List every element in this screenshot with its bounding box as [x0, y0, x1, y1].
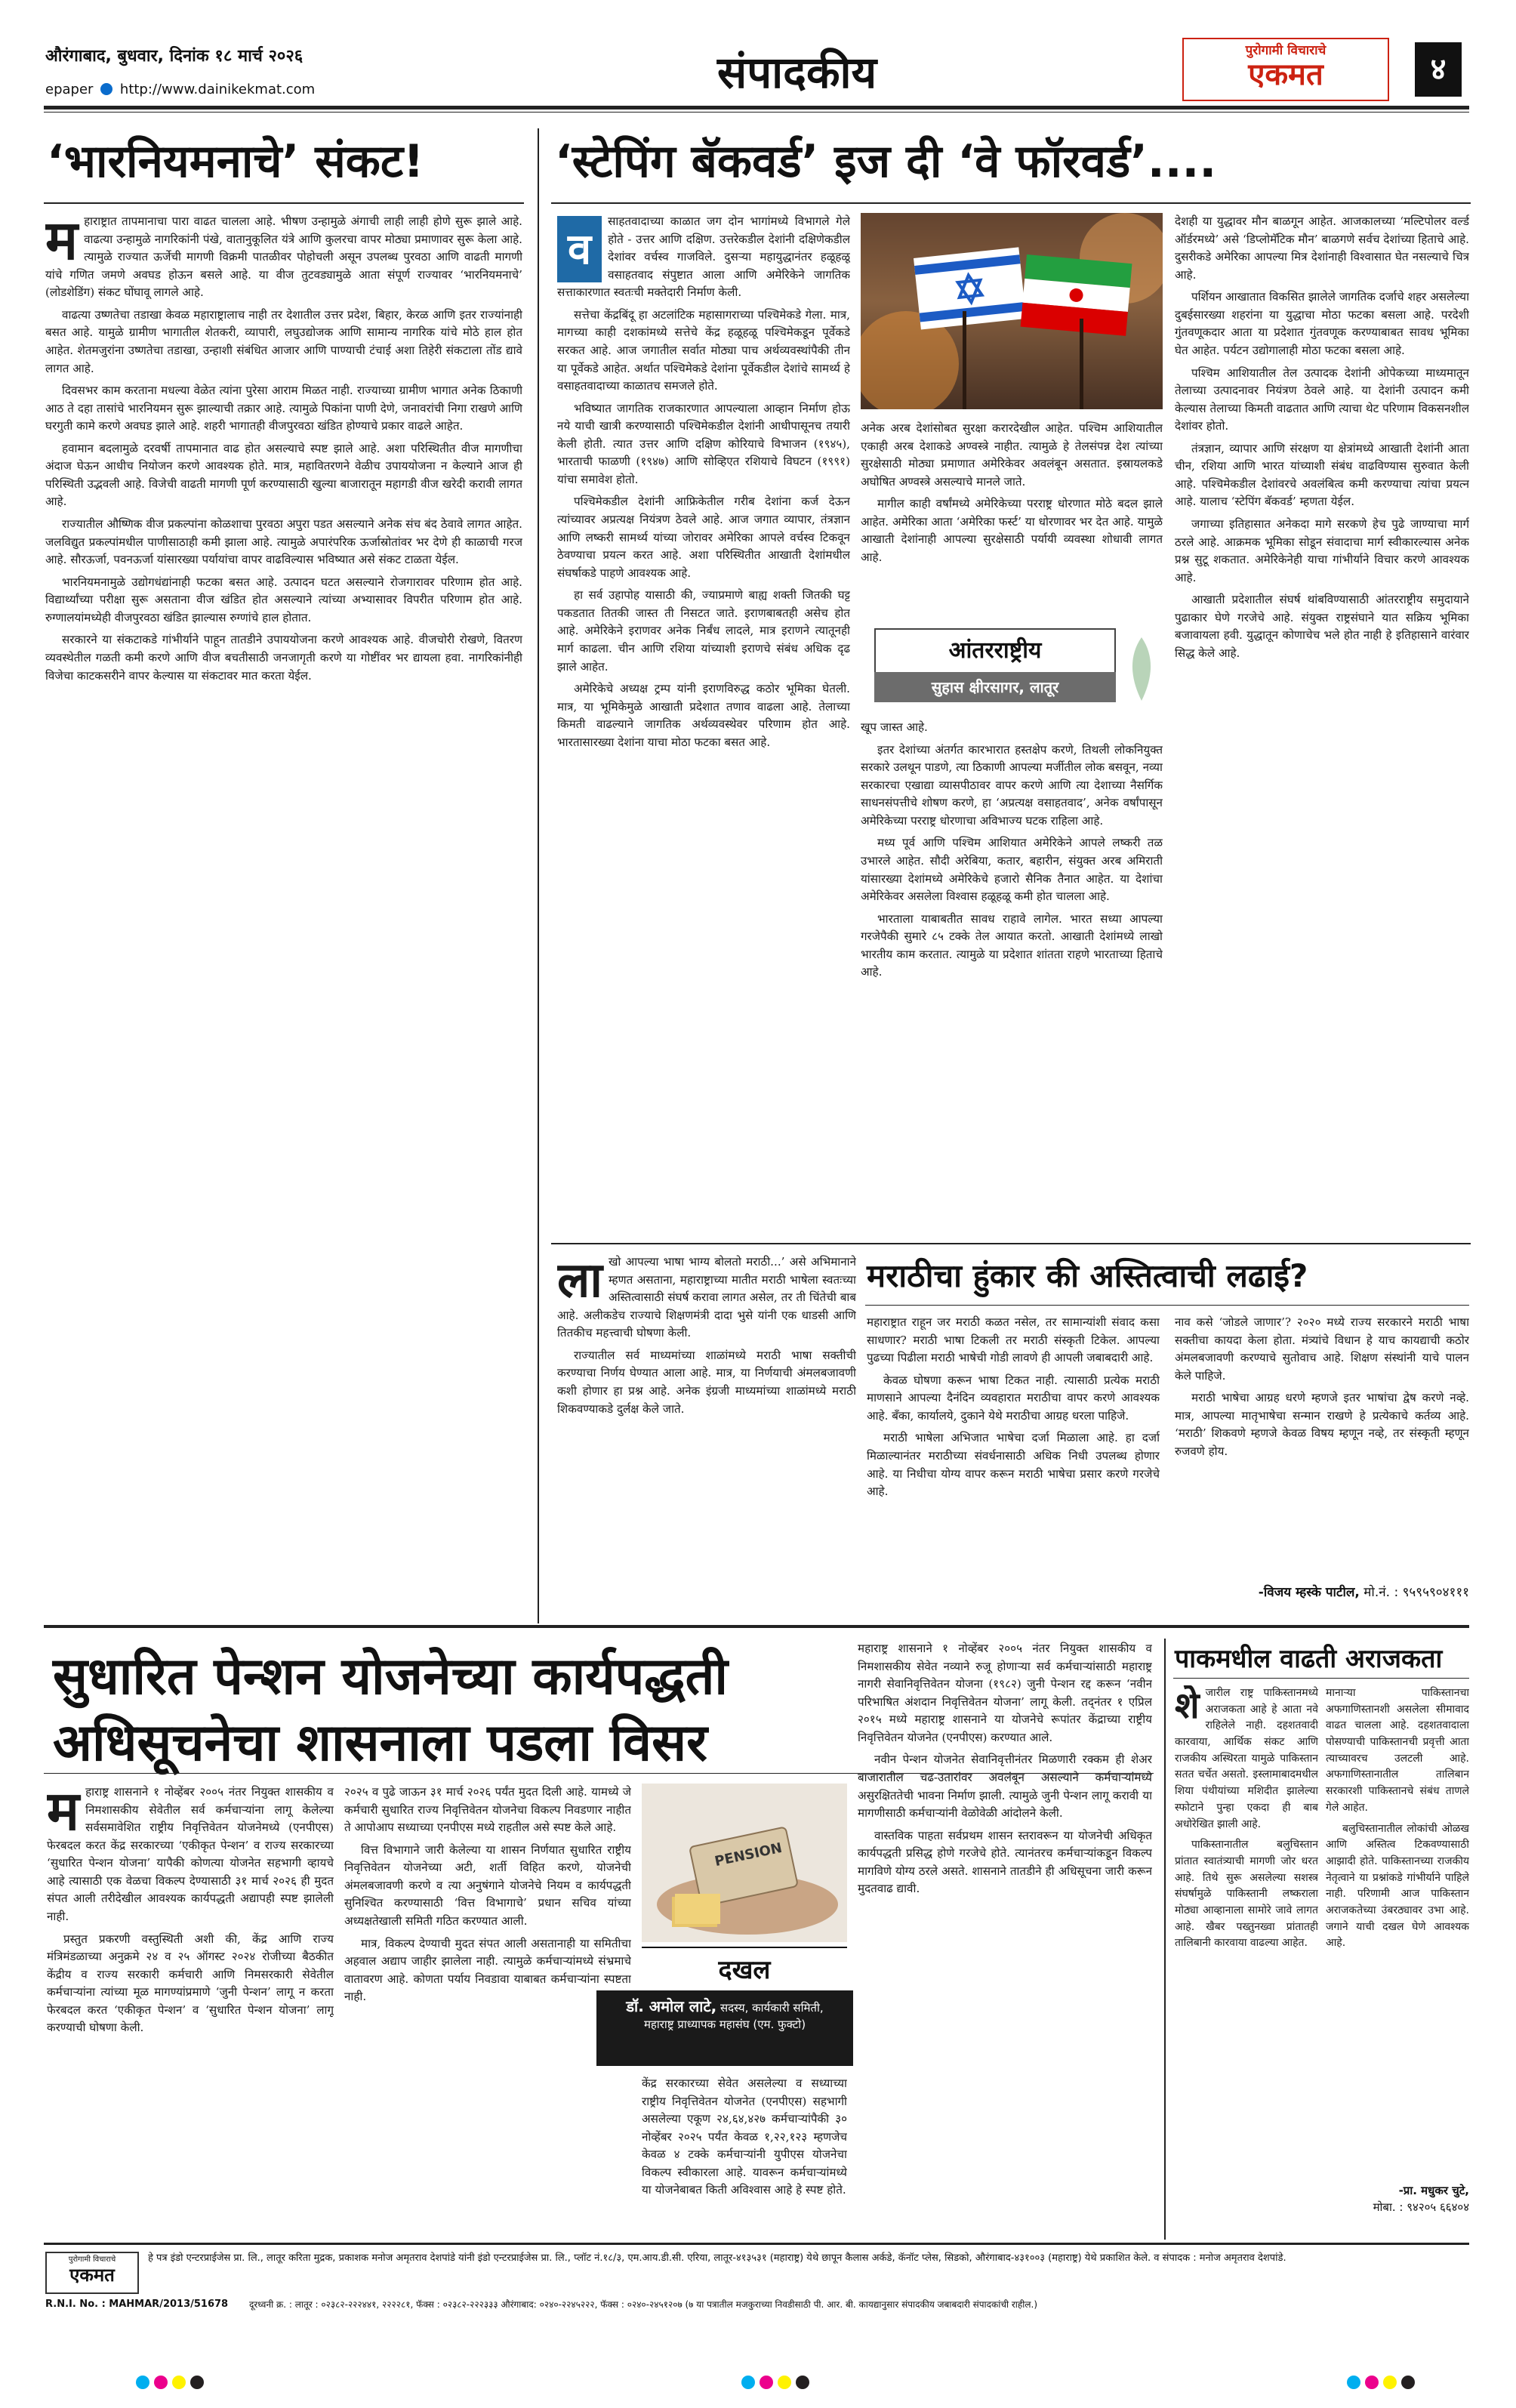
- lead-headline: ‘स्टेपिंग बॅकवर्ड’ इज दी ‘वे फॉरवर्ड’....: [555, 135, 1217, 188]
- editorial-headline-rule: [44, 202, 524, 204]
- brand-name: एकमत: [1248, 57, 1323, 92]
- lead-paragraph: मध्य पूर्व आणि पश्चिम आशियात अमेरिकेने आपले लष्करी तळ उभारले आहेत. सौदी अरेबिया, कतार, बहारीन, संयुक्त अरब अमिराती यांसारख्या देशांमध्ये अमेरिकेचे हजारो सैनिक तैनात आहेत. या देशांचा अमेरिकेवर असलेला विश्वास हळूहळू कमी होत चालला आहे.: [861, 836, 1163, 904]
- color-dot: [172, 2376, 186, 2389]
- pension-col-3: [642, 2075, 847, 2234]
- color-dot: [1383, 2376, 1397, 2389]
- israel-iran-flags-illustration: [861, 213, 1163, 409]
- footer-brand-tagline: पुरोगामी विचाराचे: [68, 2255, 116, 2264]
- pension-paragraph: केंद्र सरकारच्या सेवेत असलेल्या व सध्याच्या राष्ट्रीय निवृत्तिवेतन योजनेत (एनपीएस) सहभागी असलेल्या एकूण २४,६४,४२७ कर्मचाऱ्यांपैकी ३० नोव्हेंबर २०२५ पर्यंत केवळ १,२२,१२३ म्हणजेच केवळ ४ टक्के कर्मचाऱ्यांनी युपीएस योजनेचा विकल्प स्वीकारला आहे. यावरून कर्मचाऱ्यांमध्ये या योजनेबाबत किती अविश्वास आहे हे स्पष्ट होते.: [642, 2077, 847, 2197]
- header-rule-2: [44, 112, 1469, 113]
- pension-byline-org: महाराष्ट्र प्राध्यापक महासंघ (एम. फुक्टो): [643, 2018, 806, 2031]
- color-dot: [1347, 2376, 1360, 2389]
- marathi-paragraph: खो आपल्या भाषा भाग्य बोलतो मराठी...’ असे अभिमानाने म्हणत असताना, महाराष्ट्राच्या मातीत मराठी भाषेला स्वतःच्या अस्तित्वासाठी संघर्ष करावा लागत असेल, तर ती चिंतेची बाब आहे. अलीकडेच राज्याचे शिक्षणमंत्री दादा भुसे यांनी एक धाडसी आणि तितकीच महत्त्वाची घोषणा केली.: [557, 1255, 856, 1340]
- lead-paragraph: पर्शियन आखातात विकसित झालेले जागतिक दर्जाचे शहर असलेल्या दुबईसारख्या शहरांना या युद्धाचा मोठा फटका बसला आहे. परदेशी गुंतवणूकदार आता या प्रदेशात गुंतवणूक करण्याबाबत सावध भूमिका घेत आहेत. पर्यटन उद्योगालाही मोठा फटका बसला आहे.: [1175, 290, 1469, 357]
- lead-col-1: [557, 213, 850, 1232]
- editorial-paragraph: भारनियमनामुळे उद्योगधंद्यांनाही फटका बसत आहे. उत्पादन घटत असल्याने रोजगारावर परिणाम होत आहे. विद्यार्थ्यांच्या परीक्षा सुरू असताना वीज खंडित होत असल्याने त्यांच्या अभ्यासावर विपरीत परिणाम होत आहे. रुग्णालयांमध्येही वीजपुरवठा खंडित झाल्यास रुग्णांचे हाल होतात.: [45, 575, 522, 624]
- editorial-body: [45, 213, 522, 1614]
- pension-col-2: [344, 1784, 631, 2229]
- flags-photo: [861, 213, 1163, 409]
- lead-paragraph: आखाती प्रदेशातील संघर्ष थांबविण्यासाठी आंतरराष्ट्रीय समुदायाने पुढाकार घेणे गरजेचे आहे. संयुक्त राष्ट्रसंघाने यात सक्रिय भूमिका बजावायला हवी. युद्धातून कोणाचेच भले होत नाही हे इतिहासाने वारंवार सिद्ध केले आहे.: [1175, 593, 1469, 660]
- pak-paragraph: बलुचिस्तानातील लोकांची ओळख आणि अस्तित्व टिकवण्यासाठी आझादी होते. पाकिस्तानच्या राजकीय नेतृत्वाने या प्रश्नांकडे गांभीर्याने पाहिले नाही. परिणामी आज पाकिस्तान अराजकतेच्या उंबरठ्यावर उभा आहे. जगाने याची दखल घेणे आवश्यक आहे.: [1326, 1822, 1469, 1950]
- column-divider: [538, 128, 539, 1623]
- marathi-byline-name: -विजय म्हस्के पाटील,: [1258, 1585, 1360, 1600]
- lead-paragraph: तंत्रज्ञान, व्यापार आणि संरक्षण या क्षेत्रांमध्ये आखाती देशांनी आता चीन, रशिया आणि भारत यांच्याशी संबंध वाढविण्यास सुरुवात केली आहे. पश्चिमेकडील देशांवरचे अवलंबित्व कमी करण्याचा त्यांचा प्रयत्न आहे. यालाच ‘स्टेपिंग बॅकवर्ड’ म्हणता येईल.: [1175, 441, 1469, 509]
- header-rule: [44, 106, 1469, 109]
- lead-bottom-rule: [551, 1243, 1471, 1244]
- footer-brand-name: एकमत: [69, 2265, 115, 2286]
- lead-col-3: [1175, 213, 1469, 1232]
- color-registration-dots: [741, 2376, 814, 2392]
- footer-imprint: हे पत्र इंडो एन्टरप्राईजेस प्रा. लि., लातूर करिता मुद्रक, प्रकाशक मनोज अमृतराव देशपांडे यांनी इंडो एन्टरप्राईजेस प्रा. लि., प्लॉट नं.१८/३, एम.आय.डी.सी. एरिया, लातूर-४१३५३१ (महाराष्ट्र) येथे छापून कैलास अर्कडे, कॅनॉट प्लेस, सिडको, औरंगाबाद-४३१००३ (महाराष्ट्र) येथे प्रकाशित केले. व संपादक : मनोज अमृतराव देशपांडे.: [148, 2252, 1286, 2264]
- epaper-label: epaper: [45, 82, 94, 97]
- pak-headline: पाकमधील वाढती अराजकता: [1175, 1644, 1443, 1674]
- section-label-box: [874, 628, 1116, 710]
- section-label: आंतरराष्ट्रीय: [874, 628, 1116, 672]
- color-dot: [1365, 2376, 1379, 2389]
- pension-paragraph: मात्र, विकल्प देण्याची मुदत संपत आली असतानाही या समितीचा अहवाल अद्याप जाहीर झालेला नाही. त्यामुळे कर्मचाऱ्यांमध्ये संभ्रमाचे वातावरण आहे. कोणता पर्याय निवडावा याबाबत कर्मचाऱ्यांना स्पष्टता नाही.: [344, 1936, 631, 2004]
- decorative-leaf-icon: [1123, 634, 1160, 702]
- brand-logo: [1182, 38, 1389, 101]
- pension-byline-name: डॉ. अमोल लाटे,: [626, 1997, 717, 2015]
- lead-paragraph: सत्तेचा केंद्रबिंदू हा अटलांटिक महासागराच्या पश्चिमेकडे गेला. मात्र, मागच्या काही दशकांमध्ये सत्तेचे केंद्र हळूहळू पश्चिमेकडून पूर्वेकडे सरकत आहे. आज जगातील सर्वात मोठ्या पाच अर्थव्यवस्थांपैकी तीन या पूर्वेकडे आहेत. अर्थात पश्चिमेकडे देशांना पूर्वेकडील देशांचे सामर्थ्य हे वसाहतवादाच्या काळातच समजले होते.: [557, 307, 850, 393]
- pension-col-1: [47, 1784, 334, 2229]
- lead-paragraph: पश्चिम आशियातील तेल उत्पादक देशांनी ओपेकच्या माध्यमातून तेलाच्या उत्पादनावर नियंत्रण ठेवले आहे. या देशांनी उत्पादन कमी केल्यास तेलाच्या किमती वाढतात आणि त्याचा थेट परिणाम विकसनशील देशांवर होतो.: [1175, 365, 1469, 433]
- pak-byline: [1314, 2182, 1469, 2215]
- footer-rni: R.N.I. No. : MAHMAR/2013/51678: [45, 2299, 229, 2310]
- lead-col-2-bottom: [861, 719, 1163, 1232]
- page-number: ४: [1430, 52, 1447, 87]
- lead-paragraph: देशही या युद्धावर मौन बाळगून आहेत. आजकालच्या ‘मल्टिपोलर वर्ल्ड ऑर्डरमध्ये’ असे ‘डिप्लोमॅटिक मौन’ बाळगणे सर्वच देशांच्या हिताचे आहे. दुसरीकडे अमेरिका आपल्या मित्र देशांनाही विश्वासात घेत नसल्याचे चित्र आहे.: [1175, 214, 1469, 282]
- marathi-headline-rule: [865, 1305, 1469, 1306]
- color-dot: [760, 2376, 773, 2389]
- pak-paragraph: जारील राष्ट्र पाकिस्तानमध्ये अराजकता आहे हे आता नवे राहिलेले नाही. दहशतवादी कारवाया, आर्थिक संकट आणि राजकीय अस्थिरता यामुळे पाकिस्तान सतत चर्चेत असतो. इस्लामाबादमधील शिया पंथीयांच्या मशिदीत झालेल्या स्फोटाने पुन्हा एकदा ही बाब अधोरेखित झाली आहे.: [1175, 1687, 1318, 1830]
- editorial-paragraph: हवामान बदलामुळे दरवर्षी तापमानात वाढ होत असल्याचे स्पष्ट झाले आहे. अशा परिस्थितीत वीज मागणीचा अंदाज घेऊन आधीच नियोजन करणे आवश्यक होते. मात्र, महावितरणने वेळीच उपाययोजना न केल्याने आज ही परिस्थिती उद्भवली आहे. विजेची वाढती मागणी पूर्ण करण्यासाठी खुल्या बाजारातून महागडी वीज खरेदी करावी लागत आहे.: [45, 441, 522, 509]
- marathi-dropcap: ला: [557, 1253, 602, 1309]
- pension-section-label: दखल: [642, 1947, 847, 1986]
- footer-brand: [45, 2252, 139, 2294]
- website-link[interactable]: http://www.dainikekmat.com: [119, 82, 316, 97]
- page-number-box: [1415, 42, 1462, 97]
- color-registration-row: [136, 2376, 1419, 2392]
- marathi-paragraph: नाव कसे ‘जोडले जाणार’? २०२० मध्ये राज्य सरकारने मराठी भाषा सक्तीचा कायदा केला होता. मंत्र्यांचे विधान हे याच कायद्याची कठोर अंमलबजावणी करण्याचे सुतोवाच आहे. शिक्षण संस्थांनी याचे पालन केले पाहिजे.: [1175, 1315, 1469, 1383]
- pension-photo: [642, 1784, 847, 1942]
- pension-headline-1: सुधारित पेन्शन योजनेच्या कार्यपद्धती: [53, 1647, 729, 1707]
- pension-headline-2: अधिसूचनेचा शासनाला पडला विसर: [53, 1713, 707, 1773]
- epaper-line: [45, 82, 315, 97]
- marathi-col-3: [1175, 1314, 1469, 1571]
- lead-byline: सुहास क्षीरसागर, लातूर: [874, 672, 1116, 702]
- color-dot: [741, 2376, 755, 2389]
- marathi-paragraph: महाराष्ट्रात राहून जर मराठी कळत नसेल, तर सामान्यांशी संवाद कसा साधणार? मराठी भाषा टिकली तर मराठी संस्कृती टिकेल. आपल्या पुढच्या पिढीला मराठी भाषेची गोडी लावणे ही आपली जबाबदारी आहे.: [867, 1315, 1160, 1365]
- pak-col-2: [1326, 1685, 1469, 2176]
- editorial-paragraph: दिवसभर काम करताना मधल्या वेळेत त्यांना पुरेसा आराम मिळत नाही. राज्याच्या ग्रामीण भागात अनेक ठिकाणी आठ ते दहा तासांचे भारनियमन सुरू झाल्याची तक्रार आहे. त्यामुळे पिकांना पाणी देणे, जनावरांची निगा राखणे आणि घरगुती कामे करणे अवघड झाले आहे. शहरी भागातही वीजपुरवठा खंडित होण्याचे प्रकार वाढले आहेत.: [45, 384, 522, 433]
- pak-byline-name: -प्रा. मधुकर चुटे,: [1398, 2184, 1469, 2197]
- editorial-dropcap: म: [45, 213, 79, 272]
- pension-image-label: PENSION: [713, 1839, 784, 1870]
- pension-paragraph: प्रस्तुत प्रकरणी वस्तुस्थिती अशी की, केंद्र आणि राज्य मंत्रिमंडळाच्या अनुक्रमे २४ व २५ ऑगस्ट २०२४ रोजीच्या बैठकीत केंद्रीय व राज्य सरकारी कर्मचारी आणि निमसरकारी सेवेतील कर्मचाऱ्यांना त्यांच्या मूळ मागण्यांप्रमाणे ‘जुनी पेन्शन’ लागू न करता फेरबदल करत ‘एकीकृत पेन्शन’ व ‘सुधारित पेन्शन योजना’ लागू करण्याची घोषणा केली.: [47, 1932, 334, 2035]
- color-dot: [136, 2376, 149, 2389]
- marathi-byline-phone: मो.नं. : ९५९५९०४१११: [1363, 1585, 1469, 1600]
- lead-paragraph: भविष्यात जागतिक राजकारणात आपल्याला आव्हान निर्माण होऊ नये याची खात्री करण्यासाठी पश्चिमेकडील देशांनी आधीपासूनच तयारी केली होती. त्यात उत्तर आणि दक्षिण कोरियाचे विभाजन (१९४५), भारताची फाळणी (१९४७) आणि सोव्हिएत रशियाचे विघटन (१९९१) यांचा समावेश होतो.: [557, 401, 850, 486]
- pak-headline-rule: [1173, 1678, 1469, 1679]
- marathi-headline: मराठीचा हुंकार की अस्तित्वाची लढाई?: [867, 1257, 1308, 1294]
- lead-paragraph: हा सर्व उहापोह यासाठी की, ज्याप्रमाणे बाह्य शक्ती जितकी घट्ट पकडतात तितकी जास्त ती निसटत जाते. इराणबाबतही असेच होत आहे. अमेरिकेने इराणवर अनेक निर्बंध लादले, मात्र इराणने त्यातूनही मार्ग काढला. चीन आणि रशिया यांच्याशी इराणचे संबंध अधिक दृढ झाले आहेत.: [557, 588, 850, 674]
- editorial-paragraph: राज्यातील औष्णिक वीज प्रकल्पांना कोळशाचा पुरवठा अपुरा पडत असल्याने अनेक संच बंद ठेवावे लागत आहेत. जलविद्युत प्रकल्पांमधील पाणीसाठाही कमी झाला आहे. त्यामुळे अपारंपरिक ऊर्जास्रोतांवर भर देणे ही काळाची गरज आहे. सौरऊर्जा, पवनऊर्जा यांसारख्या पर्यायांचा वापर वाढविल्यास भविष्यात असे संकट टाळता येईल.: [45, 517, 522, 567]
- marathi-paragraph: मराठी भाषेचा आग्रह धरणे म्हणजे इतर भाषांचा द्वेष करणे नव्हे. मात्र, आपल्या मातृभाषेचा सन्मान राखणे हे प्रत्येकाचे कर्तव्य आहे. ‘मराठी’ शिकवणे म्हणजे केवळ विषय म्हणून नव्हे, तर संस्कृती म्हणून रुजवणे होय.: [1175, 1391, 1469, 1458]
- color-dot: [778, 2376, 791, 2389]
- lead-paragraph: अमेरिकेचे अध्यक्ष ट्रम्प यांनी इराणविरुद्ध कठोर भूमिका घेतली. मात्र, या भूमिकेमुळे आखाती प्रदेशात तणाव वाढला आहे. तेलाच्या किमती वाढल्याने जागतिक अर्थव्यवस्थेवर परिणाम होत आहे. भारतासारख्या देशांना याचा मोठा फटका बसत आहे.: [557, 682, 850, 749]
- pension-paragraph: महाराष्ट्र शासनाने १ नोव्हेंबर २००५ नंतर नियुक्त शासकीय व निमशासकीय सेवेत नव्याने रुजू होणाऱ्या सर्व कर्मचाऱ्यांसाठी महाराष्ट्र नागरी सेवानिवृत्तिवेतन योजना (१९८२) जुनी पेन्शन रद्द करून ‘नवीन परिभाषित अंशदान निवृत्तिवेतन योजना’ लागू केली. तद्नंतर १ एप्रिल २०१५ मध्ये महाराष्ट्र शासनाने या योजनेचे रूपांतर केंद्राच्या राष्ट्रीय निवृत्तिवेतन योजनेत (एनपीएस) करण्यात आले.: [858, 1642, 1152, 1744]
- footer-phones: दूरध्वनी क्र. : लातूर : ०२३८२-२२२४४१, २२२२८१, फॅक्स : ०२३८२-२२२३३३ औरंगाबाद: ०२४०-२२४५२२२, फॅक्स : ०२४०-२४५१२०७ (७ या पत्रातील मजकुराच्या निवडीसाठी पी. आर. बी. कायद्यानुसार संपादकीय जबाबदारी संपादकांची राहील.): [249, 2299, 1038, 2310]
- pension-paragraph: नवीन पेन्शन योजनेत सेवानिवृत्तीनंतर मिळणारी रक्कम ही शेअर बाजारातील चढ-उतारांवर अवलंबून असल्याने कर्मचाऱ्यांमध्ये असुरक्षिततेची भावना निर्माण झाली. त्यामुळे जुनी पेन्शन लागू करावी या मागणीसाठी कर्मचाऱ्यांनी वेळोवेळी आंदोलने केली.: [858, 1753, 1152, 1821]
- lead-paragraph: मागील काही वर्षांमध्ये अमेरिकेच्या परराष्ट्र धोरणात मोठे बदल झाले आहेत. अमेरिका आता ‘अमेरिका फर्स्ट’ या धोरणावर भर देत आहे. यामुळे आखाती देशांनाही आपल्या सुरक्षेसाठी पर्यायी व्यवस्था शोधावी लागत आहे.: [861, 497, 1163, 564]
- pak-dropcap: शे: [1175, 1685, 1200, 1727]
- pak-col-1: [1175, 1685, 1318, 2214]
- editorial-paragraph: हाराष्ट्रात तापमानाचा पारा वाढत चालला आहे. भीषण उन्हामुळे अंगाची लाही लाही होणे सुरू झाले आहे. वाढत्या उन्हामुळे नागरिकांनी पंखे, वातानुकूलित यंत्रे आणि कुलरचा वापर मोठ्या प्रमाणावर सुरू केला आहे. त्यामुळे राज्यात ऊर्जेची मागणी विक्रमी पातळीवर पोहोचली असून उपलब्ध पुरवठा आणि वाढती मागणी यांचे गणित जमणे अवघड होऊन बसले आहे. या वीज तुटवड्यामुळे आता संपूर्ण राज्यावर ‘भारनियमनाचे’ (लोडशेडिंग) संकट घोंघावू लागले आहे.: [45, 214, 522, 300]
- pension-byline-box: [596, 1990, 853, 2066]
- color-dot: [154, 2376, 168, 2389]
- color-dot: [190, 2376, 204, 2389]
- column-divider: [1164, 1639, 1166, 2240]
- pension-paragraph: २०२५ व पुढे जाऊन ३१ मार्च २०२६ पर्यंत मुदत दिली आहे. यामध्ये जे कर्मचारी सुधारित राज्य निवृत्तिवेतन योजनेचा विकल्प निवडणार नाहीत ते आपोआप सध्याच्या एनपीएस मध्ये राहतील असे स्पष्ट केले आहे.: [344, 1785, 631, 1835]
- dateline: औरंगाबाद, बुधवार, दिनांक १८ मार्च २०२६: [45, 47, 304, 66]
- lead-paragraph: साहतवादाच्या काळात जग दोन भागांमध्ये विभागले गेले होते - उत्तर आणि दक्षिण. उत्तरेकडील देशांनी दक्षिणेकडील देशांवर वर्चस्व गाजविले. दुसऱ्या महायुद्धानंतर हळूहळू वसाहतवाद संपुष्टात आला आणि अमेरिकेने जागतिक सत्ताकारणात स्वतःची मक्तेदारी निर्माण केली.: [557, 214, 850, 300]
- masthead: [0, 0, 1516, 106]
- mid-page-rule: [44, 1625, 1469, 1628]
- pension-byline-role: सदस्य, कार्यकारी समिती,: [719, 2001, 824, 2015]
- pak-byline-phone: मोबा. : ९४२०५ ६६४०४: [1373, 2200, 1469, 2214]
- lead-paragraph: पश्चिमेकडील देशांनी आफ्रिकेतील गरीब देशांना कर्ज देऊन त्यांच्यावर अप्रत्यक्ष नियंत्रण ठेवले आहे. आज जगात व्यापार, तंत्रज्ञान आणि लष्करी सामर्थ्य यांच्या जोरावर अमेरिका आपले वर्चस्व टिकवून ठेवण्याचा प्रयत्न करत आहे. अशा परिस्थितीत आखाती देशांमधील संघर्षाकडे पाहणे आवश्यक आहे.: [557, 495, 850, 580]
- color-dot: [796, 2376, 809, 2389]
- pak-paragraph: मानाऱ्या पाकिस्तानचा अफगाणिस्तानशी असलेला सीमावाद वाढत चालला आहे. दहशतवादाला पोसण्याची पाकिस्तानची प्रवृत्ती आता त्याच्यावरच उलटली आहे. अफगाणिस्तानातील तालिबान सरकारशी पाकिस्तानचे संबंध ताणले गेले आहेत.: [1326, 1687, 1469, 1814]
- editorial-headline: ‘भारनियमनाचे’ संकट!: [47, 135, 424, 188]
- brand-tagline: पुरोगामी विचाराचे: [1245, 43, 1326, 58]
- marathi-byline: [1175, 1583, 1469, 1600]
- marathi-col-2: [867, 1314, 1160, 1616]
- marathi-col-1: [557, 1253, 856, 1616]
- section-title: संपादकीय: [717, 47, 877, 98]
- lead-dropcap-letter: व: [568, 224, 592, 274]
- pak-paragraph: पाकिस्तानातील बलुचिस्तान प्रांतात स्वातंत्र्याची मागणी जोर धरत आहे. तिथे सुरू असलेल्या सशस्त्र संघर्षामुळे पाकिस्तानी लष्कराला मोठ्या आव्हानाला सामोरे जावे लागत आहे. खैबर पख्तुनख्वा प्रांतातही तालिबानी कारवाया वाढल्या आहेत.: [1175, 1839, 1318, 1950]
- editorial-paragraph: सरकारने या संकटाकडे गांभीर्याने पाहून तातडीने उपाययोजना करणे आवश्यक आहे. वीजचोरी रोखणे, वितरण व्यवस्थेतील गळती कमी करणे आणि वीज बचतीसाठी जनजागृती करणे या गोष्टींवर भर द्यायला हवा. नागरिकांनीही विजेचा काटकसरीने वापर केल्यास या संकटावर मात करता येईल.: [45, 633, 522, 683]
- marathi-paragraph: केवळ घोषणा करून भाषा टिकत नाही. त्यासाठी प्रत्येक मराठी माणसाने आपल्या दैनंदिन व्यवहारात मराठीचा वापर करणे आवश्यक आहे. बँका, कार्यालये, दुकाने येथे मराठीचा आग्रह धरला पाहिजे.: [867, 1373, 1160, 1423]
- lead-paragraph: जगाच्या इतिहासात अनेकदा मागे सरकणे हेच पुढे जाण्याचा मार्ग ठरले आहे. आक्रमक भूमिका सोडून संवादाचा मार्ग स्वीकारल्यास अनेक प्रश्न सुटू शकतात. अमेरिकेनेही याचा गांभीर्याने विचार करणे आवश्यक आहे.: [1175, 517, 1469, 584]
- color-registration-dots: [1347, 2376, 1419, 2392]
- pension-paragraph: वित्त विभागाने जारी केलेल्या या शासन निर्णयात सुधारित राष्ट्रीय निवृत्तिवेतन योजनेच्या अटी, शर्ती विहित करणे, योजनेची अंमलबजावणी करणे व त्या अनुषंगाने योजनेचे नियम व कार्यपद्धती सुनिश्चित करण्यासाठी ‘वित्त विभागाचे’ प्रधान सचिव यांच्या अध्यक्षतेखाली समिती गठित करण्यात आली.: [344, 1842, 631, 1928]
- color-registration-dots: [136, 2376, 208, 2392]
- pension-paragraph: हाराष्ट्र शासनाने १ नोव्हेंबर २००५ नंतर नियुक्त शासकीय व निमशासकीय सेवेतील सर्व कर्मचाऱ्यांना लागू केलेल्या सर्वसमावेशित राष्ट्रीय निवृत्तिवेतन योजनेमध्ये (एनपीएस) फेरबदल करत केंद्र सरकारच्या ‘एकीकृत पेन्शन’ व राज्य सरकारच्या ‘सुधारित पेन्शन योजना’ यापैकी कोणत्या योजनेत सहभागी व्हायचे आहे त्यासाठी एक वेळचा विकल्प देण्यासाठी ३१ मार्च २०२६ ही मुदत संपत आली तरीदेखील आवश्यक कार्यपद्धती अद्यापही स्पष्ट झालेली नाही.: [47, 1785, 334, 1923]
- lead-paragraph: भारताला याबाबतीत सावध राहावे लागेल. भारत सध्या आपल्या गरजेपैकी सुमारे ८५ टक्के तेल आयात करतो. आखाती देशांमध्ये लाखो भारतीय काम करतात. त्यामुळे या प्रदेशात शांतता राहणे भारताच्या हिताचे आहे.: [861, 911, 1163, 979]
- globe-icon: [100, 83, 112, 95]
- lead-headline-rule: [551, 202, 1471, 204]
- pension-col-4: [858, 1640, 1152, 2234]
- lead-col-2-top: [861, 420, 1163, 624]
- marathi-paragraph: मराठी भाषेला अभिजात भाषेचा दर्जा मिळाला आहे. हा दर्जा मिळाल्यानंतर मराठीच्या संवर्धनासाठी अधिक निधी उपलब्ध होणार आहे. या निधीचा योग्य वापर करून मराठी भाषेचा प्रसार करणे गरजेचे आहे.: [867, 1431, 1160, 1499]
- pension-dropcap: म: [47, 1784, 80, 1842]
- footer-rule: [44, 2243, 1469, 2245]
- lead-dropcap: [557, 216, 602, 282]
- pension-paragraph: वास्तविक पाहता सर्वप्रथम शासन स्तरावरून या योजनेची अधिकृत कार्यपद्धती प्रसिद्ध होणे गरजेचे होते. त्यानंतरच कर्मचाऱ्यांकडून विकल्प मागविणे योग्य ठरले असते. शासनाने तातडीने ही अधिसूचना जारी करून मुदतवाढ द्यावी.: [858, 1828, 1152, 1896]
- lead-paragraph: इतर देशांच्या अंतर्गत कारभारात हस्तक्षेप करणे, तिथली लोकनियुक्त सरकारे उलथून पाडणे, त्या ठिकाणी आपल्या मर्जीतील लोक बसवून, नव्या सरकारचा एखाद्या व्यासपीठावर वापर करणे आणि त्या देशाच्या नैसर्गिक साधनसंपत्तीचे शोषण करणे, हा ‘अप्रत्यक्ष वसाहतवाद’, अनेक वर्षांपासून अमेरिकेच्या परराष्ट्र धोरणाचा अविभाज्य घटक राहिला आहे.: [861, 742, 1163, 828]
- color-dot: [1401, 2376, 1415, 2389]
- marathi-paragraph: राज्यातील सर्व माध्यमांच्या शाळांमध्ये मराठी भाषा सक्तीची करण्याचा निर्णय घेण्यात आला आहे. मात्र, या निर्णयाची अंमलबजावणी कशी होणार हा प्रश्न आहे. अनेक इंग्रजी माध्यमांच्या शाळांमध्ये मराठी शिकवण्याकडे दुर्लक्ष केले जाते.: [557, 1348, 856, 1416]
- lead-paragraph: खूप जास्त आहे.: [861, 720, 928, 734]
- editorial-paragraph: वाढत्या उष्णतेचा तडाखा केवळ महाराष्ट्रालाच नाही तर देशातील उत्तर प्रदेश, बिहार, केरळ आणि इतर राज्यांनाही बसत आहे. यामुळे ग्रामीण भागातील शेतकरी, व्यापारी, लघुउद्योजक आणि सामान्य नागरिक यांचे मोठे हाल होत आहेत. शेतमजुरांना उष्णतेचा तडाखा, उन्हाशी संबंधित आजार आणि पाण्याची टंचाई अशा तिहेरी संकटाला तोंड द्यावे लागत आहे.: [45, 307, 522, 375]
- lead-paragraph: अनेक अरब देशांसोबत सुरक्षा करारदेखील आहेत. पश्चिम आशियातील एकाही अरब देशाकडे अण्वस्त्रे नाहीत. त्यामुळे हे तेलसंपन्न देश त्यांच्या सुरक्षेसाठी मोठ्या प्रमाणात अमेरिकेवर अवलंबून असतात. इस्रायलकडे अघोषित अण्वस्त्रे असल्याचे मानले जाते.: [861, 421, 1163, 489]
